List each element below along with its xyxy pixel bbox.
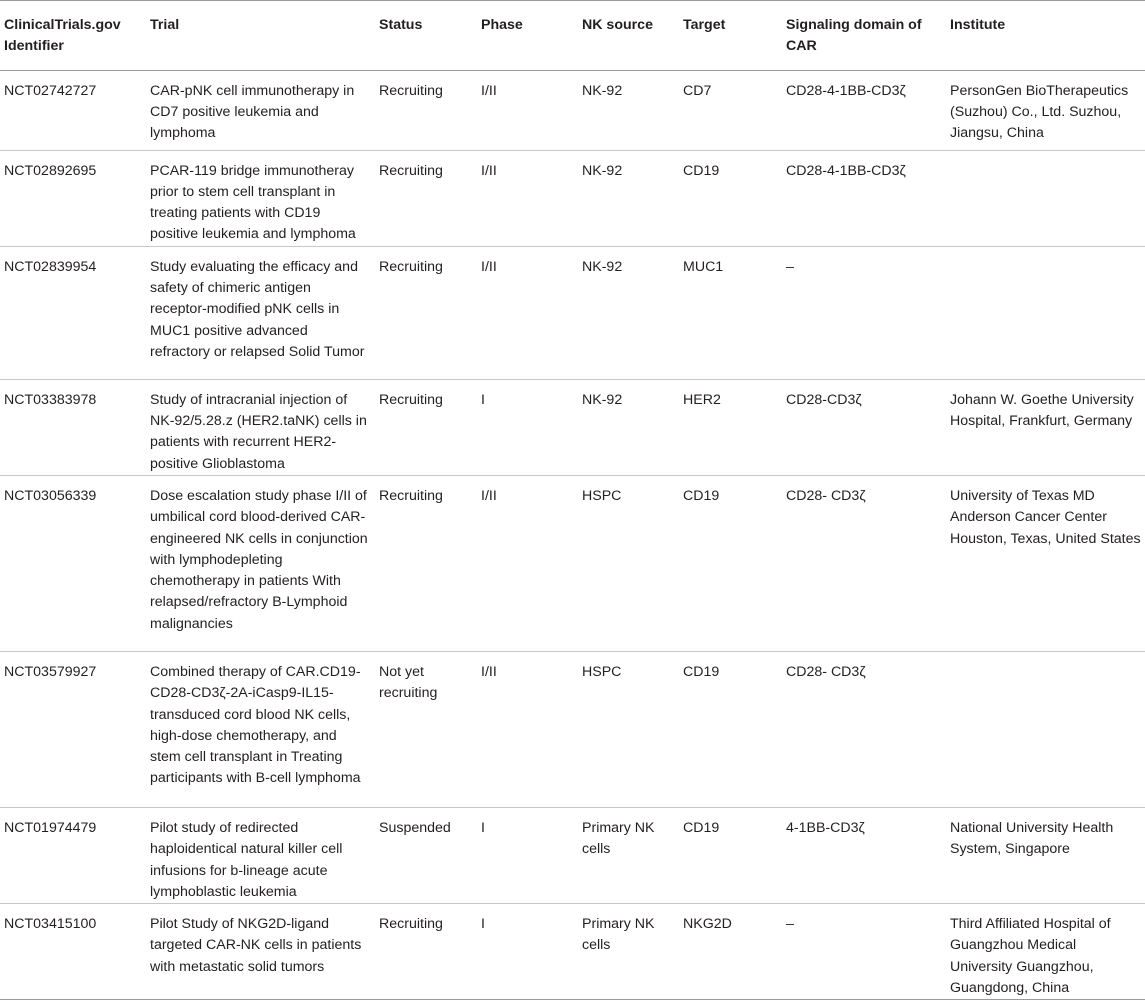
cell-identifier: NCT02892695 (0, 150, 146, 246)
cell-status: Suspended (375, 807, 477, 903)
cell-identifier: NCT01974479 (0, 807, 146, 903)
header-signaling: Signaling domain of CAR (782, 1, 946, 71)
cell-phase: I (477, 807, 578, 903)
header-target: Target (679, 1, 782, 71)
cell-nk-source: Primary NK cells (578, 807, 679, 903)
cell-signaling: – (782, 904, 946, 1000)
cell-signaling: 4-1BB-CD3ζ (782, 807, 946, 903)
cell-institute: University of Texas MD Anderson Cancer Center Houston, Texas, United States (946, 475, 1145, 651)
cell-target: HER2 (679, 379, 782, 475)
header-phase: Phase (477, 1, 578, 71)
cell-signaling: CD28-4-1BB-CD3ζ (782, 150, 946, 246)
cell-trial: Study of intracranial injection of NK-92/5.28.z (HER2.taNK) cells in patients with recurrent HER2-positive Glioblastoma (146, 379, 375, 475)
cell-nk-source: NK-92 (578, 246, 679, 379)
table-row (0, 70, 1145, 150)
table-row (0, 904, 1145, 1000)
cell-signaling: – (782, 246, 946, 379)
header-institute: Institute (946, 1, 1145, 71)
cell-target: NKG2D (679, 904, 782, 1000)
cell-identifier: NCT02742727 (0, 70, 146, 150)
cell-nk-source: NK-92 (578, 70, 679, 150)
header-identifier: ClinicalTrials.gov Identifier (0, 1, 146, 71)
cell-institute: Third Affiliated Hospital of Guangzhou Medical University Guangzhou, Guangdong, China (946, 904, 1145, 1000)
cell-identifier: NCT03579927 (0, 651, 146, 807)
cell-nk-source: Primary NK cells (578, 904, 679, 1000)
cell-trial: CAR-pNK cell immunotherapy in CD7 positive leukemia and lymphoma (146, 70, 375, 150)
cell-institute (946, 150, 1145, 246)
table-row (0, 379, 1145, 475)
cell-nk-source: NK-92 (578, 379, 679, 475)
cell-signaling: CD28-4-1BB-CD3ζ (782, 70, 946, 150)
cell-status: Recruiting (375, 904, 477, 1000)
cell-phase: I (477, 379, 578, 475)
cell-institute (946, 651, 1145, 807)
cell-status: Recruiting (375, 379, 477, 475)
cell-signaling: CD28- CD3ζ (782, 651, 946, 807)
cell-signaling: CD28-CD3ζ (782, 379, 946, 475)
table-row (0, 150, 1145, 246)
cell-identifier: NCT03383978 (0, 379, 146, 475)
cell-phase: I/II (477, 651, 578, 807)
cell-status: Recruiting (375, 70, 477, 150)
cell-phase: I/II (477, 475, 578, 651)
cell-target: CD19 (679, 651, 782, 807)
cell-nk-source: NK-92 (578, 150, 679, 246)
cell-trial: PCAR-119 bridge immunotheray prior to stem cell transplant in treating patients with CD19 positive leukemia and lymphoma (146, 150, 375, 246)
table-row (0, 475, 1145, 651)
cell-target: CD19 (679, 807, 782, 903)
cell-trial: Dose escalation study phase I/II of umbilical cord blood-derived CAR-engineered NK cells in conjunction with lymphodepleting chemotherapy in patients With relapsed/refractory B-Lymphoid malignancies (146, 475, 375, 651)
cell-target: CD7 (679, 70, 782, 150)
cell-trial: Study evaluating the efficacy and safety of chimeric antigen receptor-modified pNK cells in MUC1 positive advanced refractory or relapsed Solid Tumor (146, 246, 375, 379)
cell-target: MUC1 (679, 246, 782, 379)
cell-trial: Pilot study of redirected haploidentical natural killer cell infusions for b-lineage acute lymphoblastic leukemia (146, 807, 375, 903)
header-nk-source: NK source (578, 1, 679, 71)
cell-target: CD19 (679, 150, 782, 246)
table-row (0, 807, 1145, 903)
cell-target: CD19 (679, 475, 782, 651)
cell-phase: I (477, 904, 578, 1000)
cell-institute: National University Health System, Singapore (946, 807, 1145, 903)
cell-nk-source: HSPC (578, 475, 679, 651)
cell-identifier: NCT03415100 (0, 904, 146, 1000)
cell-identifier: NCT02839954 (0, 246, 146, 379)
table-row (0, 651, 1145, 807)
cell-status: Not yet recruiting (375, 651, 477, 807)
cell-status: Recruiting (375, 150, 477, 246)
header-status: Status (375, 1, 477, 71)
cell-institute (946, 246, 1145, 379)
cell-institute: PersonGen BioTherapeutics (Suzhou) Co., Ltd. Suzhou, Jiangsu, China (946, 70, 1145, 150)
cell-phase: I/II (477, 150, 578, 246)
header-row (0, 1, 1145, 71)
cell-trial: Combined therapy of CAR.CD19- CD28-CD3ζ-2A-iCasp9-IL15-transduced cord blood NK cells, high-dose chemotherapy, and stem cell transplant in Treating participants with B-cell lymphoma (146, 651, 375, 807)
cell-nk-source: HSPC (578, 651, 679, 807)
table-body (0, 70, 1145, 1000)
cell-identifier: NCT03056339 (0, 475, 146, 651)
cell-trial: Pilot Study of NKG2D-ligand targeted CAR-NK cells in patients with metastatic solid tumors (146, 904, 375, 1000)
cell-phase: I/II (477, 70, 578, 150)
cell-signaling: CD28- CD3ζ (782, 475, 946, 651)
cell-status: Recruiting (375, 475, 477, 651)
cell-phase: I/II (477, 246, 578, 379)
cell-institute: Johann W. Goethe University Hospital, Frankfurt, Germany (946, 379, 1145, 475)
table-row (0, 246, 1145, 379)
cell-status: Recruiting (375, 246, 477, 379)
table-header (0, 1, 1145, 71)
header-trial: Trial (146, 1, 375, 71)
